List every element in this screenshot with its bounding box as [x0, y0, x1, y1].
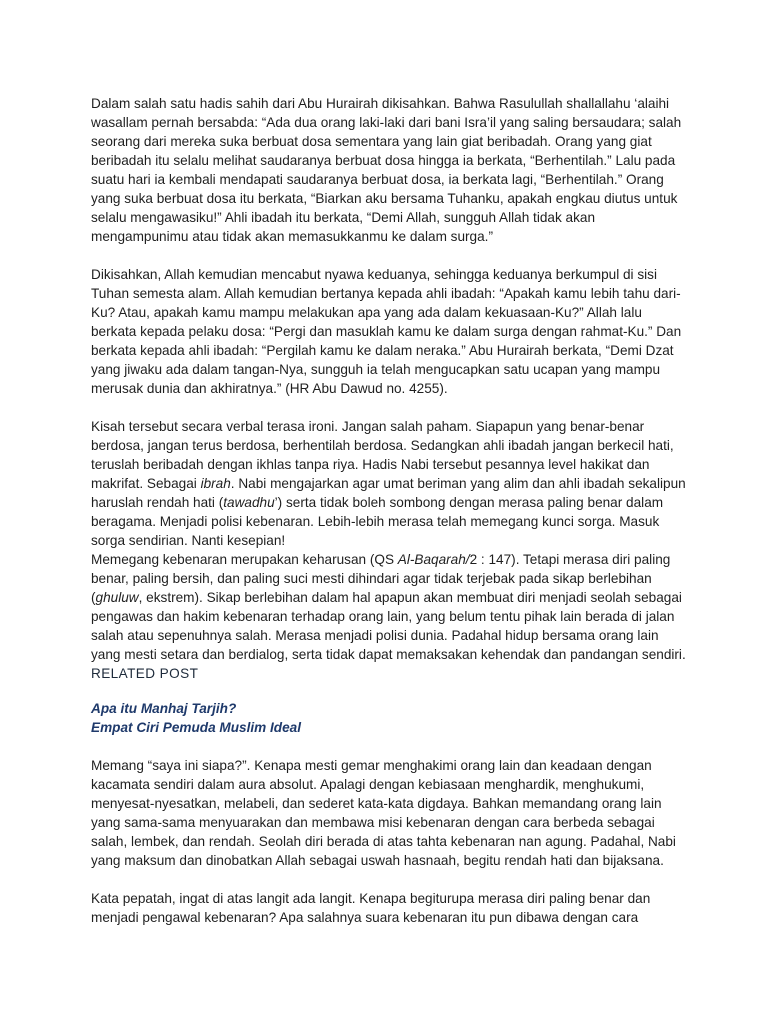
tawadhu-term: tawadhu: [223, 495, 275, 510]
article-body: [91, 94, 691, 946]
related-post-link-pemuda-muslim[interactable]: Empat Ciri Pemuda Muslim Ideal: [91, 720, 301, 735]
ghuluw-term: ghuluw: [95, 590, 139, 605]
article-paragraph-1: Dalam salah satu hadis sahih dari Abu Hurairah dikisahkan. Bahwa Rasulullah shallallahu ‘alaihi wasallam pernah bersabda: “Ada dua orang laki-laki dari bani Isra’il yang saling bersaudara; salah seorang dari mereka suka berbuat dosa sementara yang lain giat beribadah. Orang yang giat beribadah itu selalu melihat saudaranya berbuat dosa hingga ia berkata, “Berhentilah.” Lalu pada suatu hari ia kembali mendapati saudaranya berbuat dosa, ia berkata lagi, “Berhentilah.” Orang yang suka berbuat dosa itu berkata, “Biarkan aku bersama Tuhanku, apakah engkau diutus untuk selalu mengawasiku!” Ahli ibadah itu berkata, “Demi Allah, sungguh Allah tidak akan mengampunimu atau tidak akan memasukkanmu ke dalam surga.”: [91, 96, 682, 244]
article-paragraph-2: Dikisahkan, Allah kemudian mencabut nyawa keduanya, sehingga keduanya berkumpul di sisi Tuhan semesta alam. Allah kemudian bertanya kepada ahli ibadah: “Apakah kamu lebih tahu dari-Ku? Atau, apakah kamu mampu melakukan apa yang ada dalam kekuasaan-Ku?” Allah lalu berkata kepada pelaku dosa: “Pergi dan masuklah kamu ke dalam surga dengan rahmat-Ku.” Dan berkata kepada ahli ibadah: “Pergilah kamu ke dalam neraka.” Abu Hurairah berkata, “Demi Dzat yang jiwaku ada dalam tangan-Nya, sungguh ia telah mengucapkan satu ucapan yang mampu merusak dunia dan akhiratnya.” (HR Abu Dawud no. 4255).: [91, 267, 682, 396]
paragraph-text: 2 : 147). Tetapi merasa diri paling benar, paling bersih, dan paling suci mesti dihindari agar tidak terjebak pada sikap berlebihan (: [91, 552, 671, 605]
related-post-link-manhaj-tarjih[interactable]: Apa itu Manhaj Tarjih?: [91, 701, 237, 716]
ibrah-term: ibrah: [200, 476, 231, 491]
article-paragraph-5: Memang “saya ini siapa?”. Kenapa mesti gemar menghakimi orang lain dan keadaan dengan kacamata sendiri dalam aura absolut. Apalagi dengan kebiasaan menghardik, menghukumi, menyesat-nyesatkan, melabeli, dan sederet kata-kata digdaya. Bahkan memandang orang lain yang sama-sama menyuarakan dan membawa misi kebenaran dengan cara berbeda sebagai salah, lembek, dan rendah. Seolah diri berada di atas tahta kebenaran nan agung. Padahal, Nabi yang maksum dan dinobatkan Allah sebagai uswah hasnaah, begitu rendah hati dan bijaksana.: [91, 758, 676, 868]
article-paragraph-6: Kata pepatah, ingat di atas langit ada langit. Kenapa begiturupa merasa diri paling benar dan menjadi pengawal kebenaran? Apa salahnya suara kebenaran itu pun dibawa dengan cara: [91, 891, 651, 925]
article-paragraph-3: [91, 417, 691, 550]
paragraph-text: . Nabi mengajarkan agar umat beriman yang alim dan ahli ibadah sekalipun haruslah rendah hati (: [91, 476, 686, 510]
paragraph-text: ’) serta tidak boleh sombong dengan merasa paling benar dalam beragama. Menjadi polisi kebenaran. Lebih-lebih merasa telah memegang kunci sorga. Masuk sorga sendirian. Nanti kesepian!: [91, 495, 664, 548]
paragraph-text: Kisah tersebut secara verbal terasa ironi. Jangan salah paham. Siapapun yang benar-benar berdosa, jangan terus berdosa, berhentilah berdosa. Sedangkan ahli ibadah jangan berkecil hati, teruslah beribadah dengan ikhlas tanpa riya. Hadis Nabi tersebut pesannya level hakikat dan makrifat. Sebagai: [91, 419, 674, 491]
paragraph-text: Memegang kebenaran merupakan keharusan (QS: [91, 552, 398, 567]
related-post-list: [91, 699, 691, 737]
related-post-heading: RELATED POST: [91, 666, 199, 681]
paragraph-text: , ekstrem). Sikap berlebihan dalam hal apapun akan membuat diri menjadi seolah sebagai pengawas dan hakim kebenaran terhadap orang lain, yang belum tentu pihak lain berada di jalan salah atau sepenuhnya salah. Merasa menjadi polisi dunia. Padahal hidup bersama orang lain yang mesti setara dan berdialog, serta tidak dapat memaksakan kehendak dan pandangan sendiri.: [91, 590, 686, 662]
surah-reference: Al-Baqarah/: [397, 552, 470, 567]
article-paragraph-4: [91, 550, 691, 664]
